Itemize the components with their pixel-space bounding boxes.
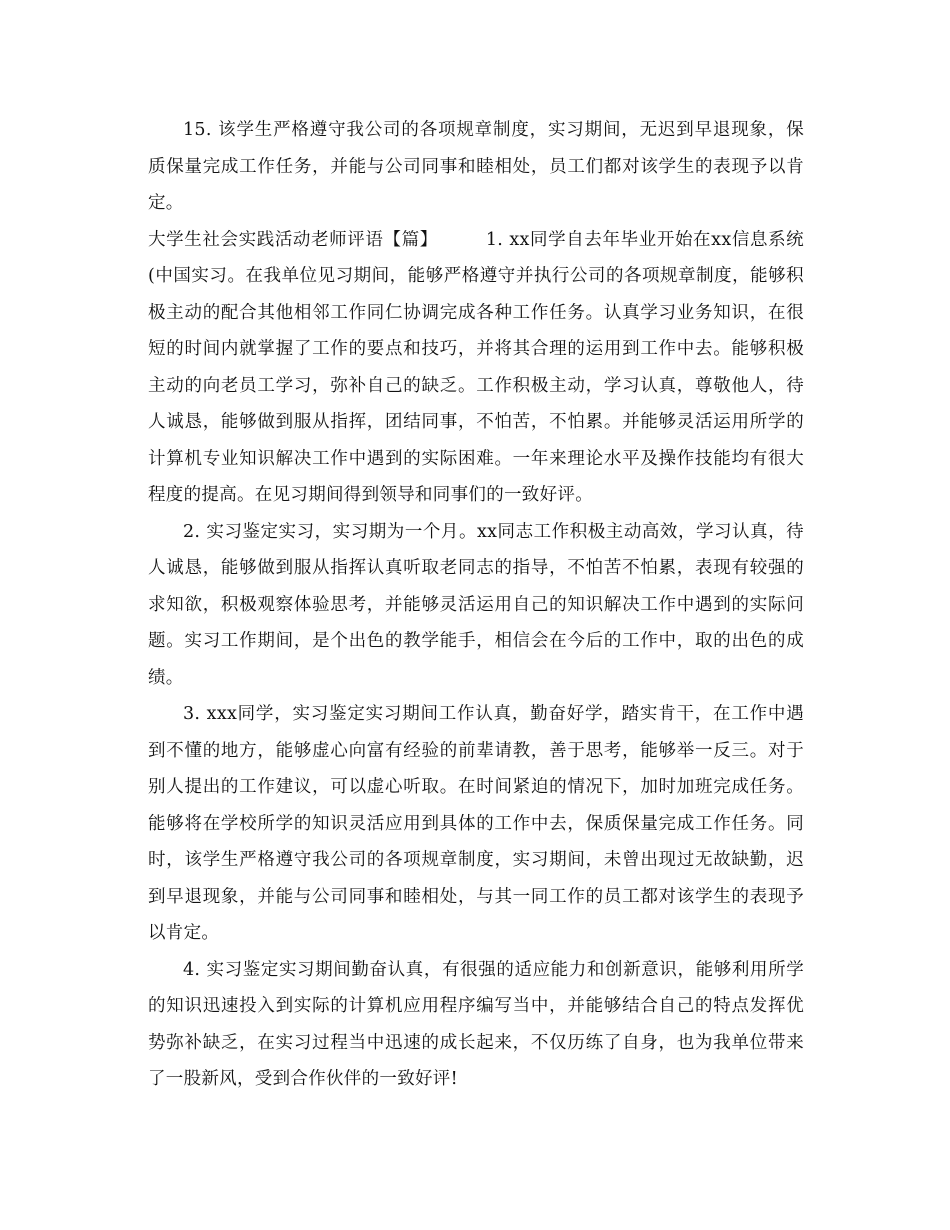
section-title: 大学生社会实践活动老师评语【篇】 bbox=[148, 229, 438, 250]
paragraph-item-4: 4. 实习鉴定实习期间勤奋认真，有很强的适应能力和创新意识，能够利用所学的知识迅速投入到实际的计算机应用程序编写当中，并能够结合自己的特点发挥优势弥补缺乏，在实习过程当中迅速的成长起来，不仅历练了自身，也为我单位带来了一股新风，受到合作伙伴的一致好评! bbox=[148, 959, 804, 1089]
paragraph-item-2: 2. 实习鉴定实习，实习期为一个月。xx同志工作积极主动高效，学习认真，待人诚恳，能够做到服从指挥认真听取老同志的指导，不怕苦不怕累，表现有较强的求知欲，积极观察体验思考，并能够灵活运用自己的知识解决工作中遇到的实际问题。实习工作期间，是个出色的教学能手，相信会在今后的工作中，取的出色的成绩。 bbox=[148, 521, 804, 688]
paragraph-item-1: 1. xx同学自去年毕业开始在xx信息系统(中国实习。在我单位见习期间，能够严格遵守并执行公司的各项规章制度，能够积极主动的配合其他相邻工作同仁协调完成各种工作任务。认真学习业务知识，在很短的时间内就掌握了工作的要点和技巧，并将其合理的运用到工作中去。能够积极主动的向老员工学习，弥补自己的缺乏。工作积极主动，学习认真，尊敬他人，待人诚恳，能够做到服从指挥，团结同事，不怕苦，不怕累。并能够灵活运用所学的计算机专业知识解决工作中遇到的实际困难。一年来理论水平及操作技能均有很大程度的提高。在见习期间得到领导和同事们的一致好评。 bbox=[148, 229, 804, 505]
paragraph-item-15: 15. 该学生严格遵守我公司的各项规章制度，实习期间，无迟到早退现象，保质保量完成工作任务，并能与公司同事和睦相处，员工们都对该学生的表现予以肯定。 bbox=[148, 120, 804, 213]
document-page bbox=[148, 112, 804, 1098]
section-block bbox=[148, 222, 804, 514]
paragraph-item-3: 3. xxx同学，实习鉴定实习期间工作认真，勤奋好学，踏实肯干，在工作中遇到不懂的地方，能够虚心向富有经验的前辈请教，善于思考，能够举一反三。对于别人提出的工作建议，可以虚心听取。在时间紧迫的情况下，加时加班完成任务。能够将在学校所学的知识灵活应用到具体的工作中去，保质保量完成工作任务。同时，该学生严格遵守我公司的各项规章制度，实习期间，未曾出现过无故缺勤，迟到早退现象，并能与公司同事和睦相处，与其一同工作的员工都对该学生的表现予以肯定。 bbox=[148, 704, 804, 943]
